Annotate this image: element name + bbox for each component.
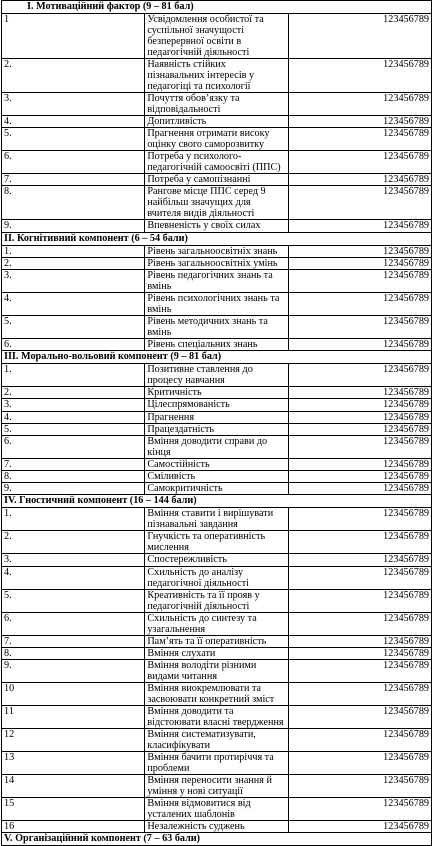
row-scale: 123456789 [288,220,431,232]
row-scale: 123456789 [288,531,431,554]
table-row [2,338,432,350]
table-row [2,174,432,186]
row-criterion: Схильність до синтезу та узагальнення [145,612,288,635]
row-scale: 123456789 [288,612,431,635]
assessment-table-body [2,1,432,846]
row-number: 5. [2,423,145,435]
row-scale: 123456789 [288,566,431,589]
row-number: 5. [2,315,145,338]
row-scale: 123456789 [288,423,431,435]
row-scale: 123456789 [288,483,431,495]
table-row [2,729,432,752]
row-criterion: Рангове місце ППС серед 9 найбільш значущих для вчителя видів діяльності [145,186,288,220]
row-number: 4. [2,116,145,128]
row-scale: 123456789 [288,116,431,128]
row-scale: 123456789 [288,269,431,292]
section-title: ІІІ. Морально-вольовий компонент (9 – 81 бал) [2,351,432,364]
row-criterion: Незалежність суджень [145,821,288,833]
row-scale: 123456789 [288,93,431,116]
row-criterion: Впевненість у своїх силах [145,220,288,232]
row-number: 14 [2,775,145,798]
table-row [2,128,432,151]
row-criterion: Потреба у самопізнанні [145,174,288,186]
row-criterion: Допитливість [145,116,288,128]
row-scale: 123456789 [288,554,431,566]
row-criterion: Рівень спеціальних знань [145,338,288,350]
row-number: 7. [2,458,145,470]
row-criterion: Схильність до аналізу педагогічної діяльності [145,566,288,589]
row-criterion: Рівень методичних знань та вмінь [145,315,288,338]
row-scale: 123456789 [288,821,431,833]
table-row [2,423,432,435]
table-row [2,683,432,706]
section-title: V. Організаційний компонент (7 – 63 бали) [2,833,432,846]
table-row [2,483,432,495]
section-header-row [2,1,432,14]
row-scale: 123456789 [288,387,431,399]
row-criterion: Цілеспрямованість [145,399,288,411]
table-row [2,151,432,174]
row-criterion: Почуття обов’язку та відповідальності [145,93,288,116]
row-number: 1 [2,14,145,59]
table-row [2,554,432,566]
table-row [2,364,432,387]
table-row [2,315,432,338]
row-scale: 123456789 [288,411,431,423]
row-scale: 123456789 [288,647,431,659]
table-row [2,59,432,93]
row-criterion: Вміння систематизувати, класифікувати [145,729,288,752]
row-number: 10 [2,683,145,706]
section-title: I. Мотиваційний фактор (9 – 81 бал) [2,1,432,14]
row-number: 8. [2,471,145,483]
row-scale: 123456789 [288,59,431,93]
row-criterion: Вміння доводити справи до кінця [145,435,288,458]
row-number: 3. [2,269,145,292]
row-scale: 123456789 [288,14,431,59]
section-header-row [2,495,432,508]
row-number: 11 [2,706,145,729]
row-criterion: Самостійність [145,458,288,470]
row-number: 15 [2,798,145,821]
row-scale: 123456789 [288,151,431,174]
row-number: 3. [2,554,145,566]
row-scale: 123456789 [288,399,431,411]
row-number: 6. [2,435,145,458]
row-criterion: Рівень загальноосвітніх умінь [145,257,288,269]
row-number: 2. [2,59,145,93]
row-criterion: Працездатність [145,423,288,435]
table-row [2,635,432,647]
row-criterion: Вміння відмовитися від усталених шаблонів [145,798,288,821]
row-number: 1. [2,364,145,387]
row-number: 9. [2,483,145,495]
row-scale: 123456789 [288,706,431,729]
row-scale: 123456789 [288,245,431,257]
table-row [2,471,432,483]
table-row [2,435,432,458]
row-number: 9. [2,660,145,683]
row-criterion: Вміння бачити протиріччя та проблеми [145,752,288,775]
row-number: 3. [2,399,145,411]
row-criterion: Вміння ставити і вирішувати пізнавальні завдання [145,508,288,531]
row-number: 6. [2,338,145,350]
row-criterion: Потреба у психолого-педагогічній самоосвіті (ППС) [145,151,288,174]
row-criterion: Вміння слухати [145,647,288,659]
row-criterion: Вміння доводити та відстоювати власні твердження [145,706,288,729]
table-row [2,14,432,59]
row-number: 1. [2,245,145,257]
row-scale: 123456789 [288,752,431,775]
section-title: ІІ. Когнітивний компонент (6 – 54 бали) [2,232,432,245]
row-number: 1. [2,508,145,531]
row-number: 13 [2,752,145,775]
row-number: 12 [2,729,145,752]
table-row [2,411,432,423]
row-scale: 123456789 [288,128,431,151]
row-number: 4. [2,411,145,423]
section-header-row [2,351,432,364]
row-number: 8. [2,647,145,659]
table-row [2,220,432,232]
assessment-table [1,0,432,846]
row-criterion: Пам’ять та її оперативність [145,635,288,647]
table-row [2,116,432,128]
row-number: 2. [2,257,145,269]
section-header-row [2,833,432,846]
row-criterion: Рівень загальноосвітніх знань [145,245,288,257]
row-scale: 123456789 [288,683,431,706]
table-row [2,399,432,411]
row-number: 2. [2,387,145,399]
table-row [2,752,432,775]
row-criterion: Сміливість [145,471,288,483]
row-scale: 123456789 [288,338,431,350]
row-criterion: Позитивне ставлення до процесу навчання [145,364,288,387]
table-row [2,257,432,269]
row-number: 6. [2,612,145,635]
row-criterion: Рівень педагогічних знань та вмінь [145,269,288,292]
table-row [2,508,432,531]
row-number: 4. [2,292,145,315]
table-row [2,93,432,116]
row-number: 6. [2,151,145,174]
row-scale: 123456789 [288,471,431,483]
row-criterion: Креативність та її прояв у педагогічній діяльності [145,589,288,612]
row-scale: 123456789 [288,798,431,821]
row-scale: 123456789 [288,292,431,315]
row-criterion: Вміння виокремлювати та засвоювати конкретний зміст [145,683,288,706]
row-criterion: Рівень психологічних знань та вмінь [145,292,288,315]
row-scale: 123456789 [288,775,431,798]
row-scale: 123456789 [288,635,431,647]
table-row [2,612,432,635]
row-scale: 123456789 [288,458,431,470]
row-scale: 123456789 [288,186,431,220]
row-number: 7. [2,174,145,186]
row-criterion: Самокритичність [145,483,288,495]
row-criterion: Усвідомлення особистої та суспільної значущості безперервної освіти в педагогічній діяльності [145,14,288,59]
row-number: 5. [2,589,145,612]
table-row [2,245,432,257]
row-criterion: Наявність стійких пізнавальних інтересів у педагогіці та психології [145,59,288,93]
table-row [2,706,432,729]
row-number: 16 [2,821,145,833]
table-row [2,387,432,399]
table-row [2,458,432,470]
row-scale: 123456789 [288,589,431,612]
table-row [2,775,432,798]
row-scale: 123456789 [288,174,431,186]
row-number: 7. [2,635,145,647]
section-header-row [2,232,432,245]
row-criterion: Вміння переносити знання й уміння у нові ситуації [145,775,288,798]
row-number: 3. [2,93,145,116]
table-row [2,269,432,292]
table-row [2,531,432,554]
row-criterion: Прагнення отримати високу оцінку свого саморозвитку [145,128,288,151]
table-row [2,798,432,821]
row-scale: 123456789 [288,729,431,752]
row-scale: 123456789 [288,257,431,269]
row-number: 9. [2,220,145,232]
row-scale: 123456789 [288,508,431,531]
row-scale: 123456789 [288,435,431,458]
row-number: 2. [2,531,145,554]
row-criterion: Критичність [145,387,288,399]
row-number: 4. [2,566,145,589]
table-row [2,660,432,683]
row-criterion: Прагнення [145,411,288,423]
table-row [2,566,432,589]
table-row [2,292,432,315]
section-title: IV. Гностичний компонент (16 – 144 бали) [2,495,432,508]
table-row [2,647,432,659]
row-criterion: Спостережливість [145,554,288,566]
table-row [2,186,432,220]
row-scale: 123456789 [288,660,431,683]
row-number: 5. [2,128,145,151]
row-criterion: Гнучкість та оперативність мислення [145,531,288,554]
table-row [2,821,432,833]
table-row [2,589,432,612]
row-scale: 123456789 [288,364,431,387]
row-criterion: Вміння володіти різними видами читання [145,660,288,683]
row-scale: 123456789 [288,315,431,338]
row-number: 8. [2,186,145,220]
